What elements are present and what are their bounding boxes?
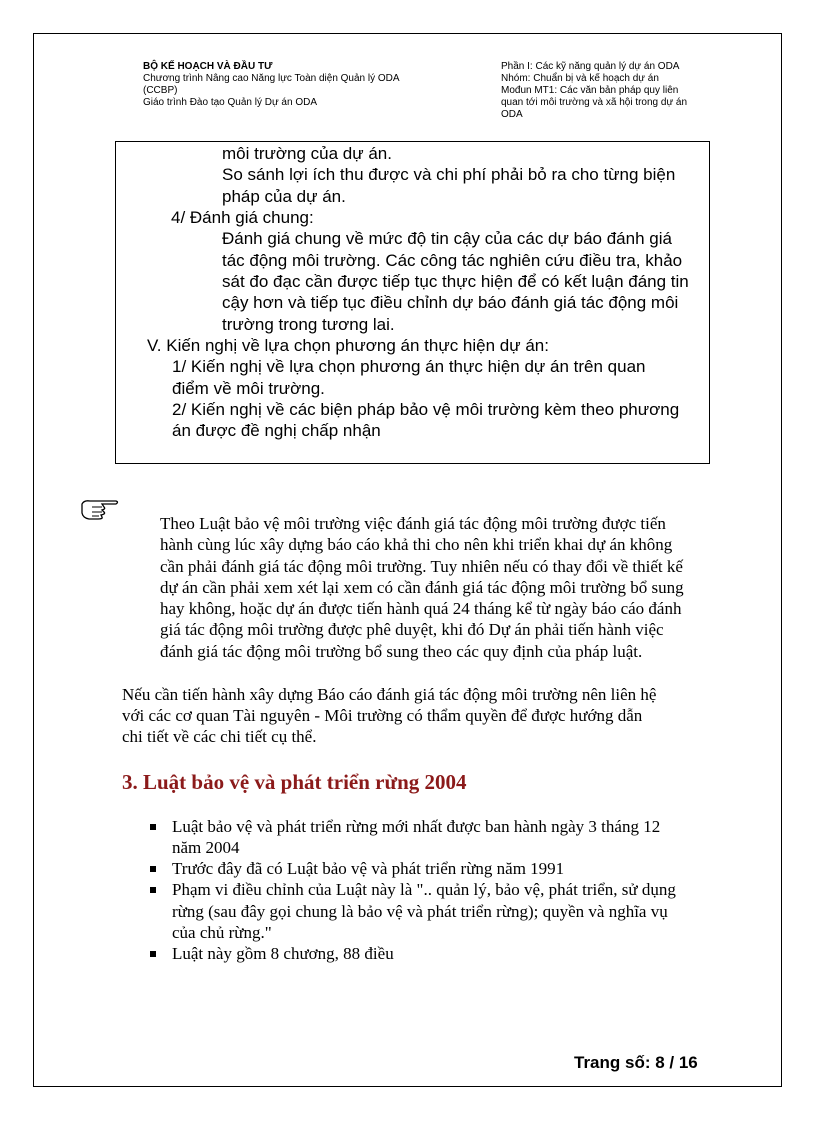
box-line: án được đề nghị chấp nhận — [172, 421, 381, 440]
box-line: trường trong tương lai. — [222, 315, 395, 334]
bullet-line: Trước đây đã có Luật bảo vệ và phát triển rừng năm 1991 — [172, 859, 565, 878]
note-line: Theo Luật bảo vệ môi trường việc đánh giá tác động môi trường được tiến — [160, 514, 666, 533]
header-module-cont: quan tới môi trường và xã hội trong dự án — [501, 97, 688, 108]
box-line: sát đo đạc cần được tiếp tục thực hiện để có kết luận đáng tin — [222, 272, 689, 291]
note-line: cần phải đánh giá tác động môi trường. Tuy nhiên nếu có thay đổi về thiết kế — [160, 557, 683, 576]
note-line: Nếu cần tiến hành xây dựng Báo cáo đánh giá tác động môi trường nên liên hệ — [122, 685, 657, 704]
bullet-marker — [150, 824, 156, 830]
pointing-hand-icon — [80, 496, 120, 522]
page-number: Trang số: 8 / 16 — [574, 1053, 698, 1072]
box-line: tác động môi trường. Các công tác nghiên cứu điều tra, khảo — [222, 251, 683, 270]
note-line: với các cơ quan Tài nguyên - Môi trường có thẩm quyền để được hướng dẫn — [122, 706, 643, 725]
header-program: Chương trình Nâng cao Năng lực Toàn diện Quản lý ODA — [143, 73, 400, 84]
box-line: Đánh giá chung về mức độ tin cậy của các dự báo đánh giá — [222, 229, 672, 248]
bullet-line: Luật bảo vệ và phát triển rừng mới nhất được ban hành ngày 3 tháng 12 — [172, 817, 661, 836]
section-heading: 3. Luật bảo vệ và phát triển rừng 2004 — [122, 770, 467, 794]
note-line: đánh giá tác động môi trường bổ sung theo các quy định của pháp luật. — [160, 642, 643, 661]
bullet-marker — [150, 887, 156, 893]
header-program-code: (CCBP) — [143, 85, 178, 96]
header-module: Mođun MT1: Các văn bản pháp quy liên — [501, 85, 679, 96]
note-line: hay không, hoặc dự án được tiến hành quá 24 tháng kể từ ngày báo cáo đánh — [160, 599, 682, 618]
bullet-line: Luật này gồm 8 chương, 88 điều — [172, 944, 394, 963]
note-line: dự án cần phải xem xét lại xem có cần đánh giá tác động môi trường bổ sung — [160, 578, 684, 597]
bullet-line: Phạm vi điều chỉnh của Luật này là ".. quản lý, bảo vệ, phát triển, sử dụng — [172, 880, 676, 899]
bullet-marker — [150, 866, 156, 872]
box-line: 1/ Kiến nghị về lựa chọn phương án thực hiện dự án trên quan — [172, 357, 646, 376]
header-module-end: ODA — [501, 109, 523, 120]
header-course: Giáo trình Đào tạo Quản lý Dự án ODA — [143, 97, 317, 108]
note-line: hành cùng lúc xây dựng báo cáo khả thi cho nên khi triển khai dự án không — [160, 535, 673, 554]
header-right — [501, 61, 741, 121]
bullet-line: của chủ rừng." — [172, 923, 272, 942]
box-line: cậy hơn và tiếp tục điều chỉnh dự báo đánh giá tác động môi — [222, 293, 679, 312]
box-line: pháp của dự án. — [222, 187, 346, 206]
box-line: 4/ Đánh giá chung: — [171, 208, 314, 227]
note-line: giá tác động môi trường được phê duyệt, khi đó Dự án phải tiến hành việc — [160, 620, 664, 639]
note-line: chi tiết về các chi tiết cụ thể. — [122, 727, 317, 746]
box-line: V. Kiến nghị về lựa chọn phương án thực hiện dự án: — [147, 336, 549, 355]
box-line: 2/ Kiến nghị về các biện pháp bảo vệ môi trường kèm theo phương — [172, 400, 680, 419]
box-line: môi trường của dự án. — [222, 144, 392, 163]
header-group: Nhóm: Chuẩn bị và kế hoạch dự án — [501, 73, 659, 84]
header-left — [143, 61, 488, 109]
header-part: Phần I: Các kỹ năng quản lý dự án ODA — [501, 61, 680, 72]
header-org: BỘ KẾ HOẠCH VÀ ĐẦU TƯ — [143, 61, 273, 72]
bullet-marker — [150, 951, 156, 957]
box-line: So sánh lợi ích thu được và chi phí phải bỏ ra cho từng biện — [222, 165, 676, 184]
bullet-line: rừng (sau đây gọi chung là bảo vệ và phát triển rừng); quyền và nghĩa vụ — [172, 902, 668, 921]
bullet-line: năm 2004 — [172, 838, 240, 857]
box-line: điểm về môi trường. — [172, 379, 325, 398]
